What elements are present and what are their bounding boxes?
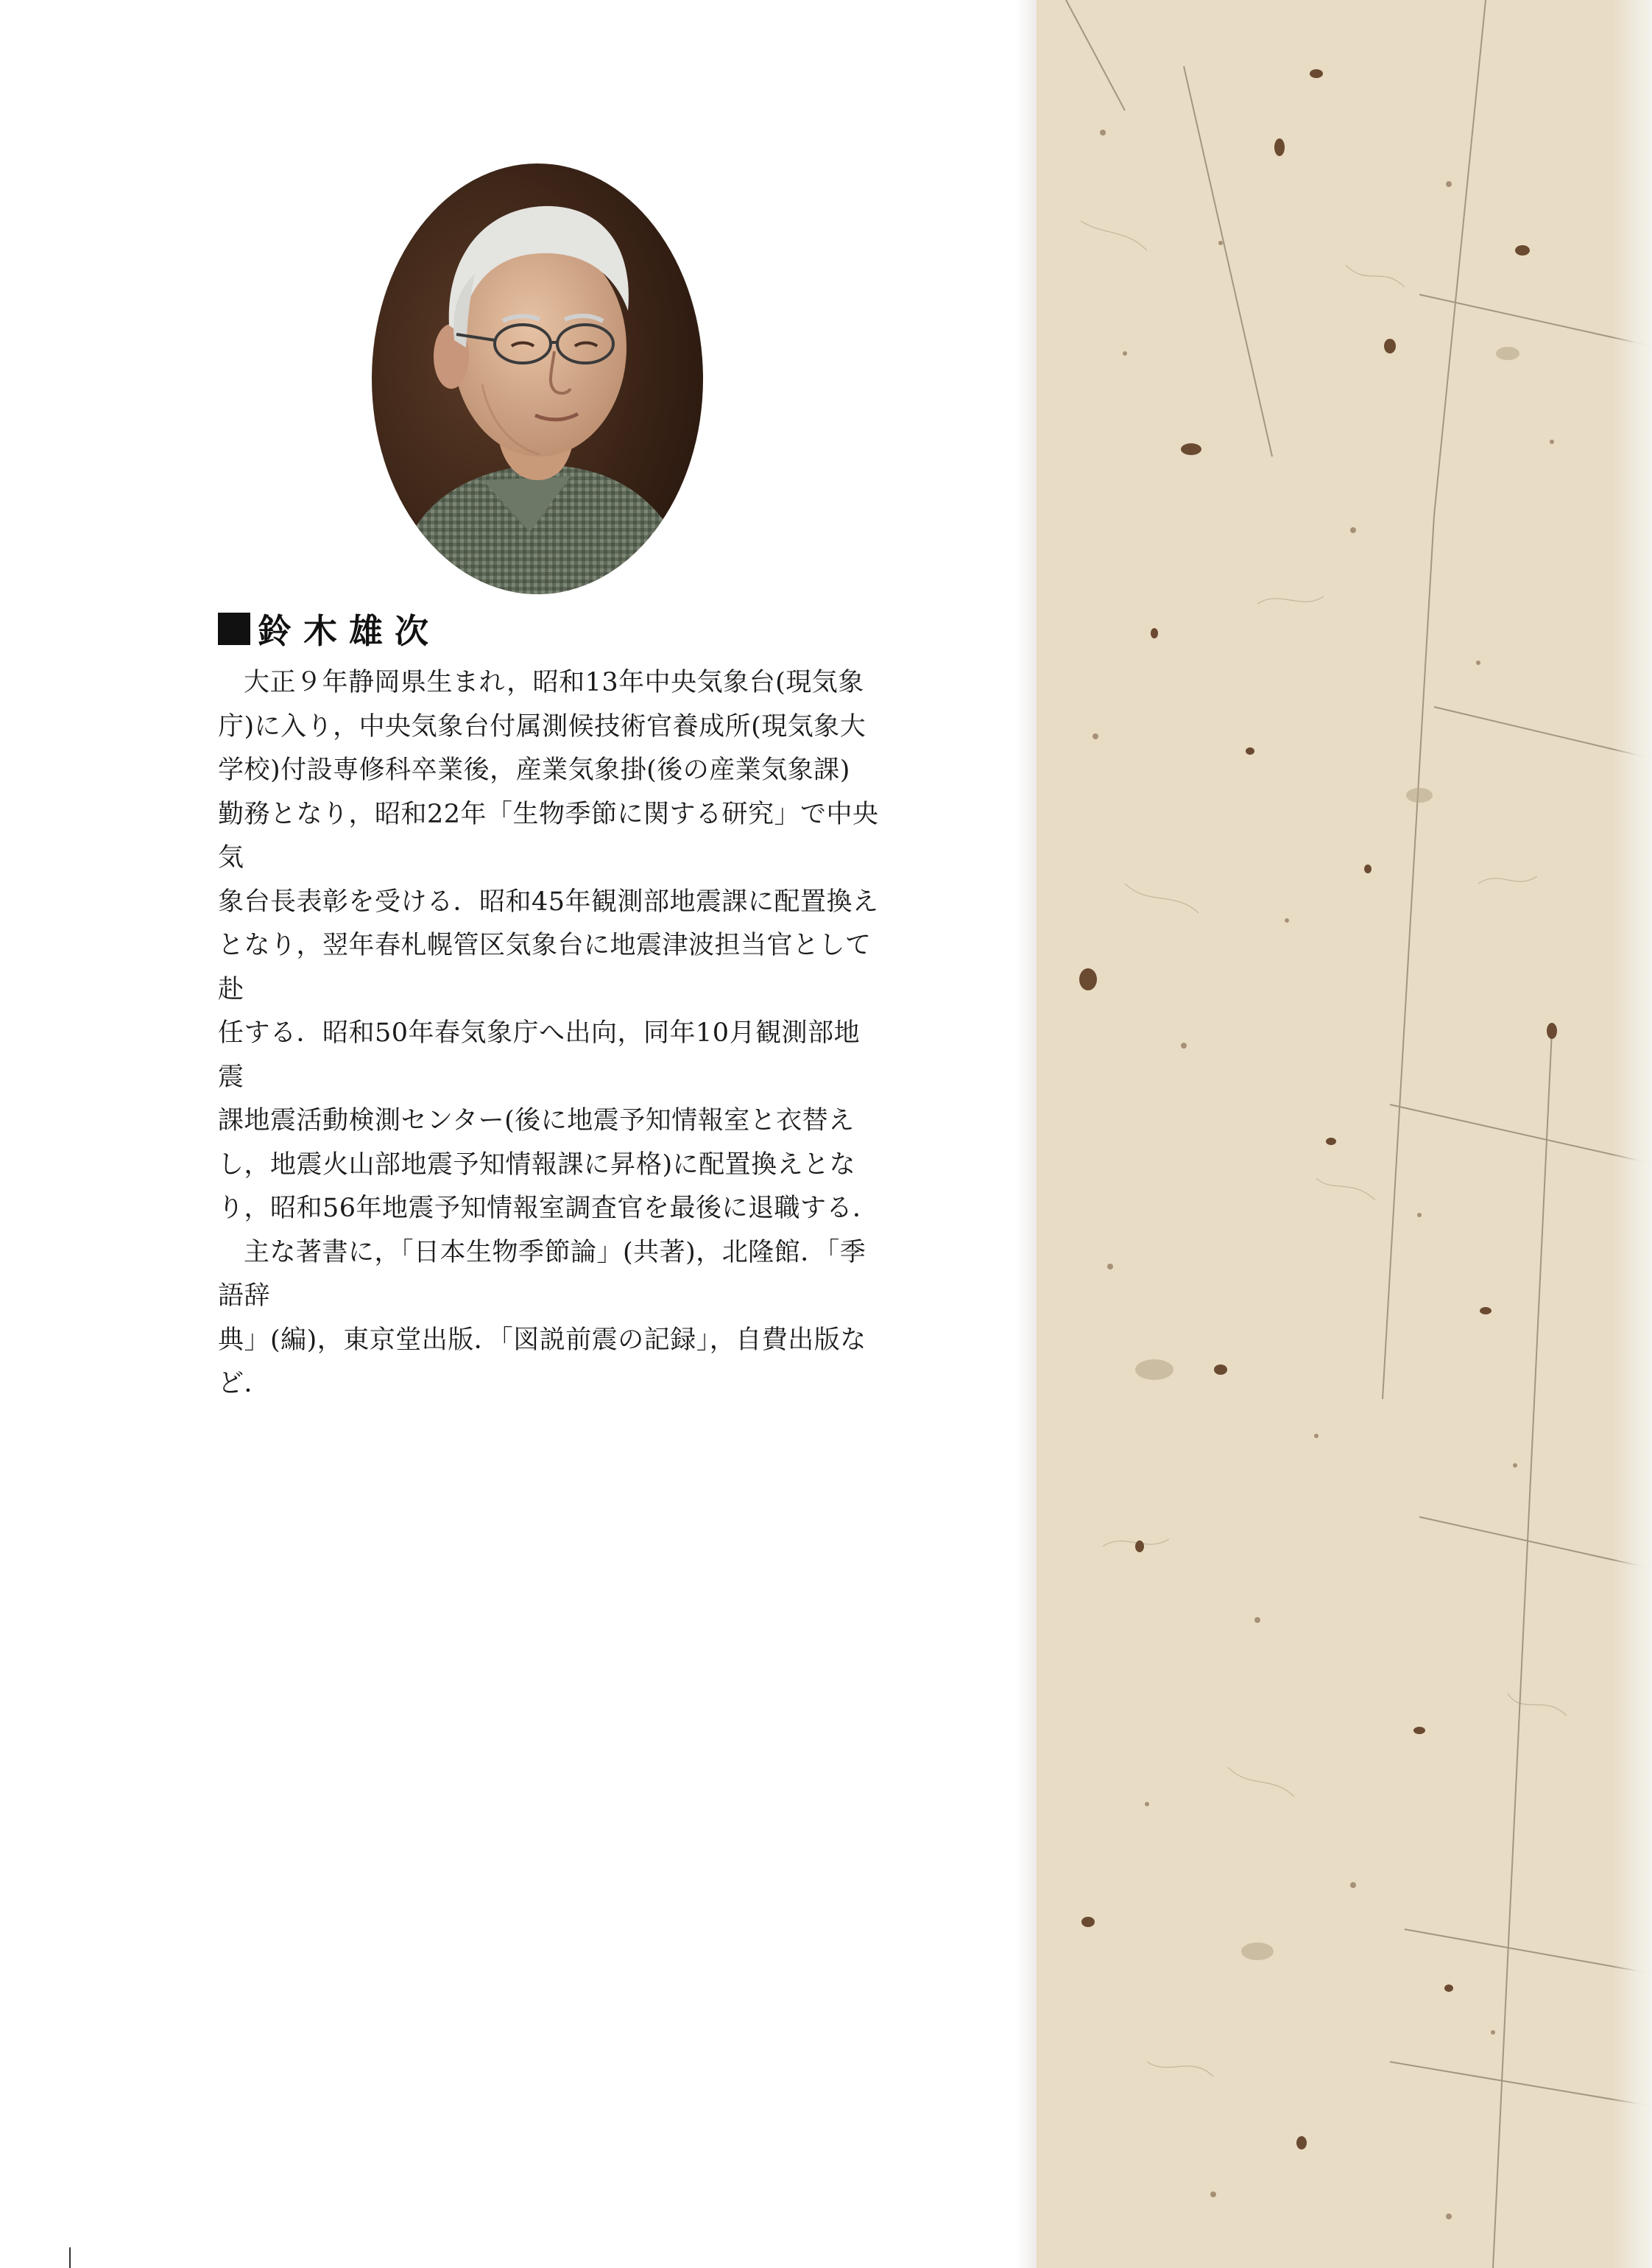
page-edge	[1612, 0, 1652, 2268]
portrait-photo	[372, 163, 703, 594]
gutter-shadow	[1016, 0, 1038, 2268]
crop-mark	[69, 2247, 71, 2268]
name-heading	[218, 605, 440, 652]
square-bullet-icon	[218, 613, 250, 645]
biography	[218, 661, 880, 1406]
biography-paragraph-publications: 主な著書に，「日本生物季節論」(共著)，北隆館．「季語辞 典」(編)，東京堂出版．「図説前震の記録」，自費出版など．	[218, 1237, 866, 1398]
biography-paragraph-career: 大正９年静岡県生まれ，昭和13年中央気象台(現気象 庁)に入り，中央気象台付属測候技術官養成所(現気象大 学校)付設専修科卒業後，産業気象掛(後の産業気象課) 勤務となり，昭和22年「生物季節に関する研究」で中央気 象台長表彰を受ける．昭和45年観測部地震課に配置換え となり，翌年春札幌管区気象台に地震津波担当官として赴 任する．昭和50年春気象庁へ出向，同年10月観測部地震 課地震活動検測センター(後に地震予知情報室と衣替え し，地震火山部地震予知情報課に昇格)に配置換えとな り，昭和56年地震予知情報室調査官を最後に退職する．	[218, 668, 879, 1223]
portrait-illustration	[372, 163, 703, 594]
person-name: 鈴木雄次	[258, 611, 440, 651]
washi-paper-panel	[1037, 0, 1652, 2268]
washi-texture	[1037, 0, 1652, 2268]
